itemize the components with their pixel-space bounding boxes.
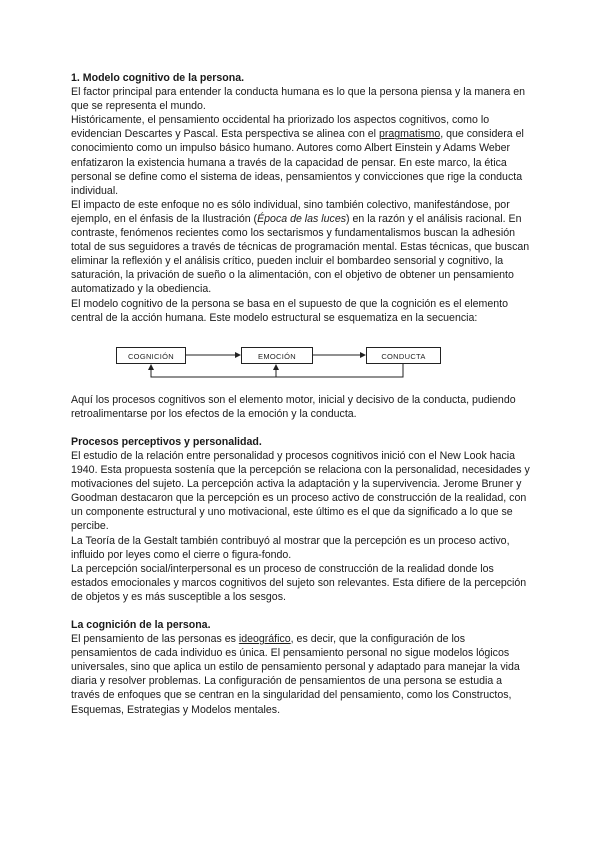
paragraph	[71, 632, 533, 717]
text: , es decir, que la configuración de los pensamientos de cada individuo es única. El pensamiento personal no sigue modelos lógicos universales, sino que aplica un estilo de pensamiento personal y adaptado para manejar la vida diaria y resolver problemas. La configuración de pensamientos de una persona se estudia a través de enfoques que se centran en la singularidad del pensamiento, como los Constructos, Esquemas, Estrategias y Modelos mentales.	[71, 633, 520, 716]
link-ideografico[interactable]: ideográfico	[238, 633, 291, 646]
text: El impacto de este enfoque no es sólo individual, sino también colectivo, manifestándose, por ejemplo, en el énfasis de la Ilustración (	[71, 198, 510, 225]
section-title-procesos-perceptivos: Procesos perceptivos y personalidad.	[71, 435, 262, 448]
diagram-box-cognicion: COGNICIÓN	[116, 347, 186, 364]
paragraph	[71, 198, 533, 297]
paragraph: El estudio de la relación entre personalidad y procesos cognitivos inició con el New Look hacia 1940. Esta propuesta sostenía que la percepción se relaciona con la personalidad, necesidades y motivaciones del sujeto. La percepción activa la adaptación y la supervivencia. Jerome Bruner y Goodman destacaron que la percepción es un proceso activo de construcción de la realidad, con un componente estructural y uno motivacional, este último es el que da significado a lo que se percibe.	[71, 449, 530, 533]
section-title-modelo-cognitivo: 1. Modelo cognitivo de la persona.	[71, 72, 245, 84]
text: ) en la razón y el análisis racional. En contraste, fenómenos recientes como los sectarismos y fundamentalismos buscan la adhesión total de sus seguidores a través de técnicas de programación mental. Estas técnicas, que buscan eliminar la reflexión y el análisis crítico, pueden incluir el bombardeo sensorial y cognitivo, la saturación, la privación de sueño o la alimentación, con el objetivo de obtener un pensamiento automatizado y la obediencia.	[71, 212, 530, 296]
paragraph: El factor principal para entender la conducta humana es lo que la persona piensa y la manera en que se representa el mundo.	[71, 86, 526, 113]
document-page	[71, 71, 533, 717]
text: Históricamente, el pensamiento occidental ha priorizado los aspectos cognitivos, como lo evidencian Descartes y Pascal. Esta perspectiva se alinea con el	[71, 114, 490, 141]
diagram-box-conducta: CONDUCTA	[366, 347, 441, 364]
paragraph: Aquí los procesos cognitivos son el elemento motor, inicial y decisivo de la conducta, pudiendo retroalimentarse por los efectos de la emoción y la conducta.	[71, 393, 516, 420]
text: El pensamiento de las personas es	[71, 633, 239, 646]
section-title-cognicion-persona: La cognición de la persona.	[71, 619, 211, 631]
text: , que considera el conocimiento como un impulso básico humano. Autores como Albert Einstein y Adams Weber enfatizaron la existencia humana a través de la capacidad de pensar. En este marco, la ética personal se define como el sistema de ideas, pensamientos y convicciones que rige la conducta individual.	[71, 128, 524, 197]
paragraph: La Teoría de la Gestalt también contribuyó al mostrar que la percepción es un proceso activo, influido por leyes como el cierre o figura-fondo.	[71, 534, 510, 561]
paragraph	[71, 113, 533, 198]
italic-text: Época de las luces	[257, 212, 347, 225]
link-pragmatismo[interactable]: pragmatismo	[378, 128, 441, 141]
paragraph: La percepción social/interpersonal es un proceso de construcción de la realidad donde los estados emocionales y marcos cognitivos del sujeto son relevantes. Esta difiere de la percepción de objetos y es más susceptible a los sesgos.	[71, 562, 527, 603]
diagram-box-emocion: EMOCIÓN	[241, 347, 313, 364]
paragraph: El modelo cognitivo de la persona se basa en el supuesto de que la cognición es el elemento central de la acción humana. Este modelo estructural se esquematiza en la secuencia:	[71, 297, 508, 324]
cognition-sequence-diagram	[71, 333, 533, 393]
